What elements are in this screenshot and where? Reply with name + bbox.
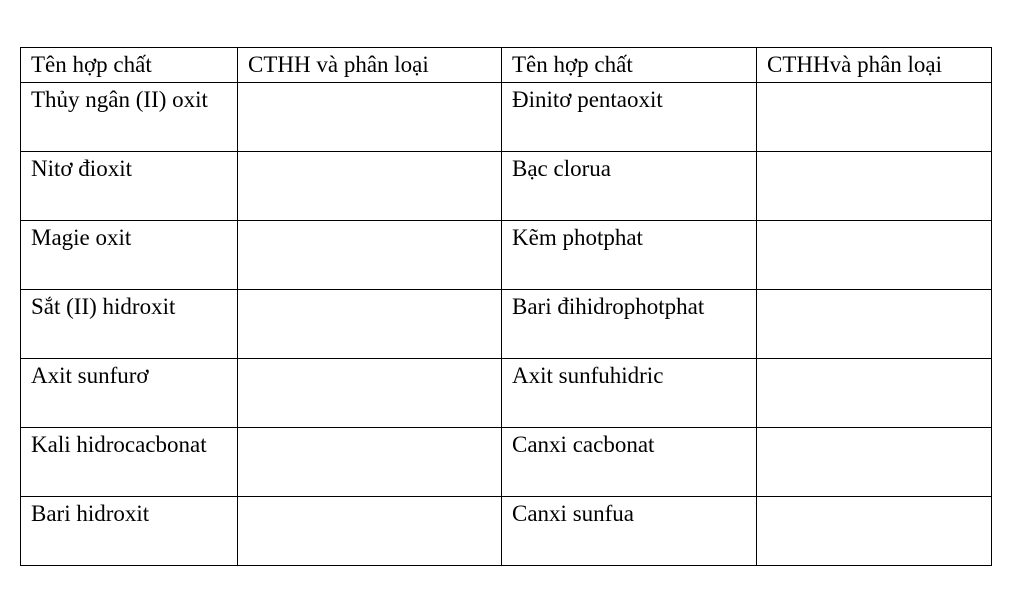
compound-name-cell: Magie oxit — [21, 221, 238, 290]
compound-name-cell: Canxi cacbonat — [502, 428, 757, 497]
formula-answer-cell[interactable] — [757, 290, 992, 359]
compound-worksheet-table — [20, 47, 992, 566]
formula-answer-cell[interactable] — [757, 83, 992, 152]
compound-name-cell: Axit sunfuhidric — [502, 359, 757, 428]
compound-name-cell: Đinitơ pentaoxit — [502, 83, 757, 152]
formula-answer-cell[interactable] — [238, 83, 502, 152]
compound-name-cell: Kali hidrocacbonat — [21, 428, 238, 497]
formula-answer-cell[interactable] — [757, 359, 992, 428]
compound-name-cell: Nitơ đioxit — [21, 152, 238, 221]
compound-name-cell: Bari đihidrophotphat — [502, 290, 757, 359]
formula-answer-cell[interactable] — [757, 221, 992, 290]
compound-name-cell: Sắt (II) hidroxit — [21, 290, 238, 359]
compound-name-cell: Bari hidroxit — [21, 497, 238, 566]
compound-name-cell: Canxi sunfua — [502, 497, 757, 566]
table-row — [21, 359, 992, 428]
table-row — [21, 83, 992, 152]
header-compound-name-right: Tên hợp chất — [502, 48, 757, 83]
compound-name-cell: Thủy ngân (II) oxit — [21, 83, 238, 152]
table-row — [21, 428, 992, 497]
formula-answer-cell[interactable] — [757, 428, 992, 497]
header-formula-classification-left: CTHH và phân loại — [238, 48, 502, 83]
formula-answer-cell[interactable] — [757, 152, 992, 221]
compound-name-cell: Axit sunfurơ — [21, 359, 238, 428]
table-row — [21, 497, 992, 566]
header-formula-classification-right: CTHHvà phân loại — [757, 48, 992, 83]
table-row — [21, 221, 992, 290]
formula-answer-cell[interactable] — [238, 152, 502, 221]
formula-answer-cell[interactable] — [238, 359, 502, 428]
compound-name-cell: Kẽm photphat — [502, 221, 757, 290]
table-row — [21, 152, 992, 221]
formula-answer-cell[interactable] — [238, 497, 502, 566]
compound-name-cell: Bạc clorua — [502, 152, 757, 221]
formula-answer-cell[interactable] — [238, 221, 502, 290]
table-header-row — [21, 48, 992, 83]
header-compound-name-left: Tên hợp chất — [21, 48, 238, 83]
formula-answer-cell[interactable] — [238, 290, 502, 359]
table-row — [21, 290, 992, 359]
formula-answer-cell[interactable] — [757, 497, 992, 566]
formula-answer-cell[interactable] — [238, 428, 502, 497]
